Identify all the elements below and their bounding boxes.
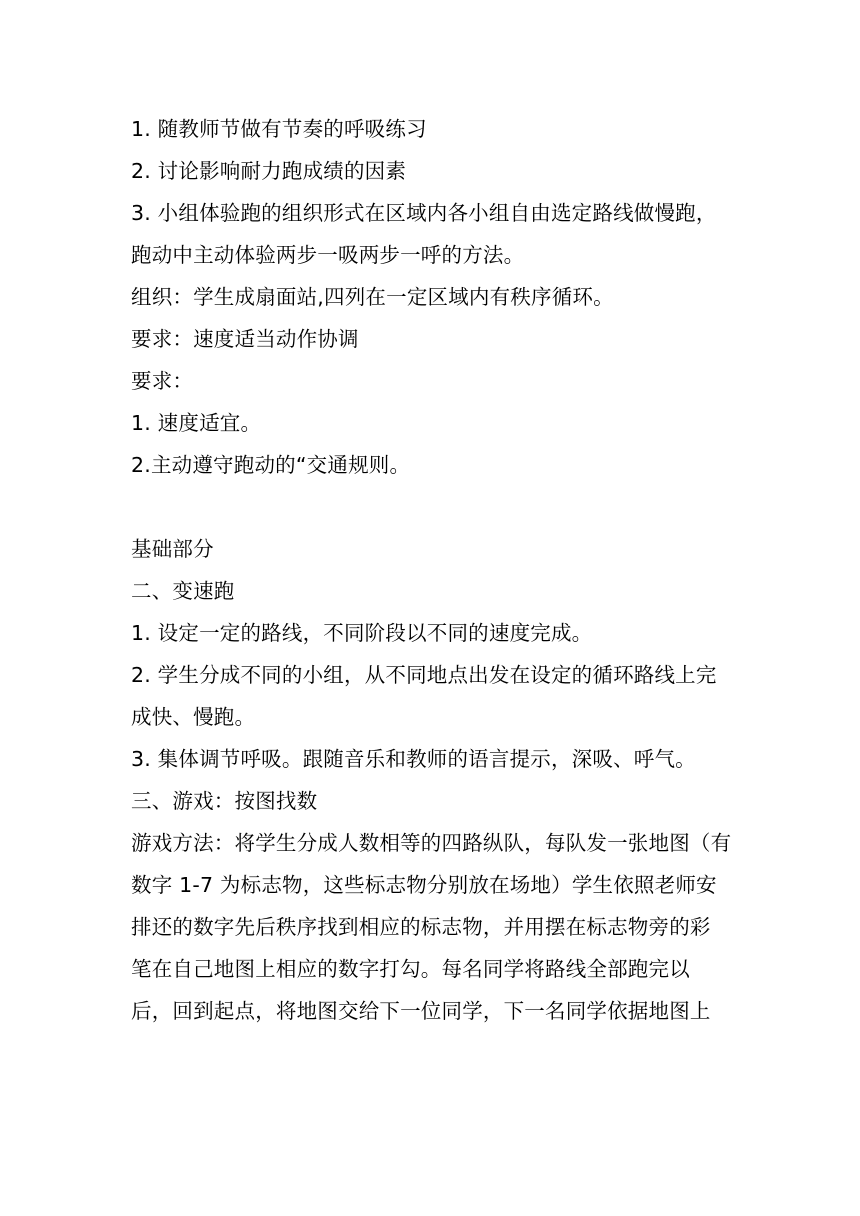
text-line: 2. 学生分成不同的小组，从不同地点出发在设定的循环路线上完 xyxy=(131,663,717,687)
text-line: 要求：速度适当动作协调 xyxy=(131,327,359,351)
section-heading: 三、游戏：按图找数 xyxy=(131,789,318,813)
text-line: 跑动中主动体验两步一吸两步一呼的方法。 xyxy=(131,243,525,267)
text-line: 成快、慢跑。 xyxy=(131,705,256,729)
text-line: 数字 1-7 为标志物，这些标志物分别放在场地）学生依照老师安 xyxy=(131,873,717,897)
text-line: 后，回到起点，将地图交给下一位同学，下一名同学依据地图上 xyxy=(131,999,711,1023)
document-page xyxy=(131,108,741,1032)
text-line: 游戏方法：将学生分成人数相等的四路纵队，每队发一张地图（有 xyxy=(131,831,732,855)
text-line: 2.主动遵守跑动的“交通规则。 xyxy=(131,453,411,477)
text-line: 要求： xyxy=(131,369,194,393)
section-heading: 基础部分 xyxy=(131,537,214,561)
text-line: 3. 集体调节呼吸。跟随音乐和教师的语言提示，深吸、呼气。 xyxy=(131,747,696,771)
text-line: 笔在自己地图上相应的数字打勾。每名同学将路线全部跑完以 xyxy=(131,957,690,981)
text-line: 2. 讨论影响耐力跑成绩的因素 xyxy=(131,159,407,183)
text-line: 排还的数字先后秩序找到相应的标志物，并用摆在标志物旁的彩 xyxy=(131,915,711,939)
text-line: 3. 小组体验跑的组织形式在区域内各小组自由选定路线做慢跑， xyxy=(131,201,717,225)
text-line: 1. 随教师节做有节奏的呼吸练习 xyxy=(131,117,427,141)
blank-line xyxy=(131,486,741,528)
section-heading: 二、变速跑 xyxy=(131,579,235,603)
text-line: 1. 设定一定的路线，不同阶段以不同的速度完成。 xyxy=(131,621,593,645)
text-line: 组织：学生成扇面站,四列在一定区域内有秩序循环。 xyxy=(131,285,614,309)
text-line: 1. 速度适宜。 xyxy=(131,411,262,435)
